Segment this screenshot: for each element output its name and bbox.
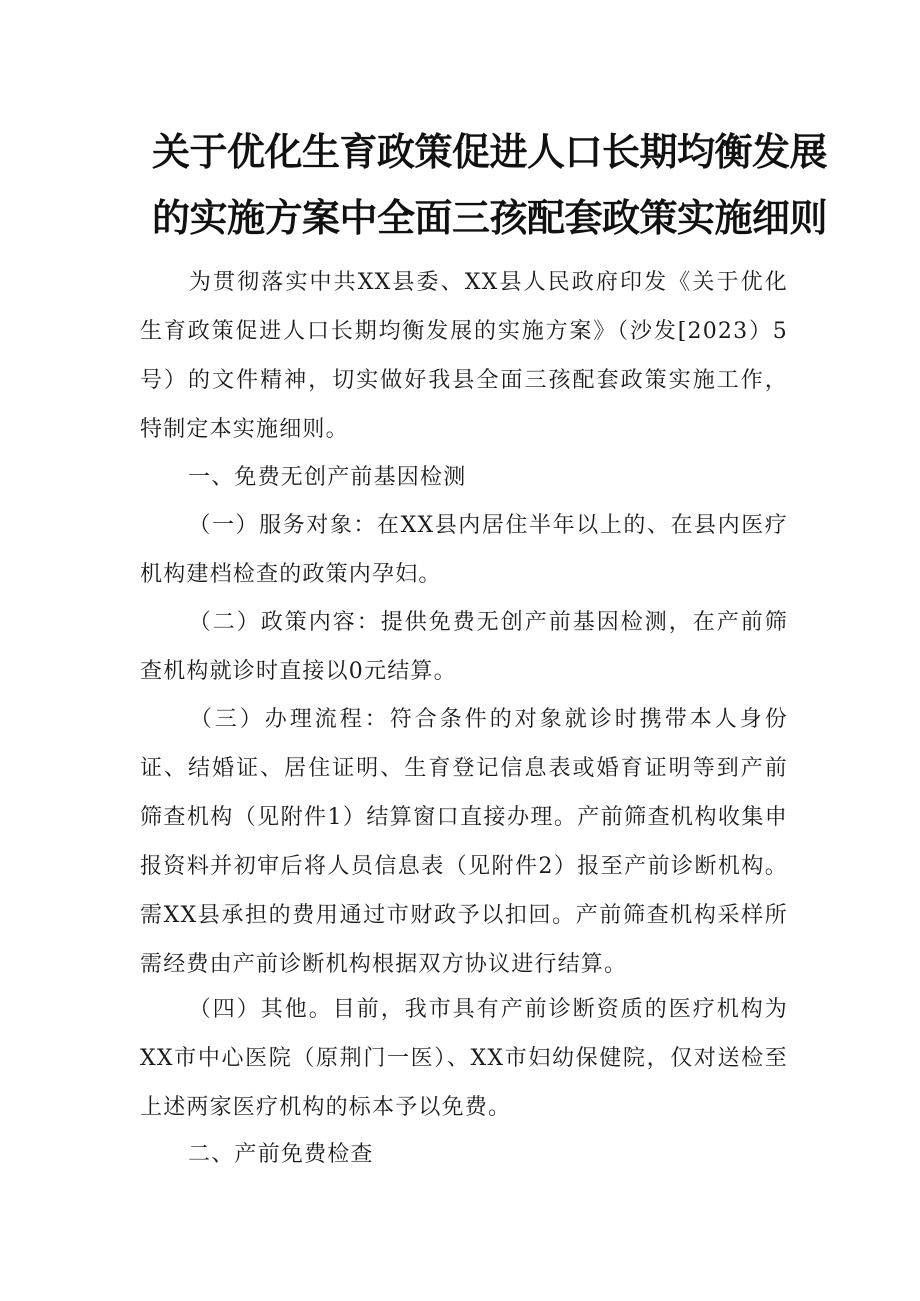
section-1-item-1-text: （一）服务对象：在XX县内居住半年以上的、在县内医疗机构建档检查的政策内孕妇。 (140, 513, 788, 587)
section-1-item-3-text: （三）办理流程：符合条件的对象就诊时携带本人身份证、结婚证、居住证明、生育登记信息表或婚育证明等到产前筛查机构（见附件1）结算窗口直接办理。产前筛查机构收集申报资料并初审后将人员信息表（见附件2）报至产前诊断机构。需XX县承担的费用通过市财政予以扣回。产前筛查机构采样所需经费由产前诊断机构根据双方协议进行结算。 (140, 707, 788, 977)
document-title-line-1: 关于优化生育政策促进人口长期均衡发展 (152, 130, 828, 174)
intro-text: 为贯彻落实中共XX县委、XX县人民政府印发《关于优化生育政策促进人口长期均衡发展的实施方案》（沙发[2023）5号）的文件精神，切实做好我县全面三孩配套政策实施工作，特制定本实施细则。 (140, 270, 788, 442)
section-2-heading: 二、产前免费检查 (188, 1142, 374, 1167)
intro-paragraph (140, 258, 788, 454)
section-1-item-4 (140, 985, 788, 1132)
section-1-item-4-text: （四）其他。目前，我市具有产前诊断资质的医疗机构为XX市中心医院（原荆门一医）、XX市妇幼保健院，仅对送检至上述两家医疗机构的标本予以免费。 (140, 997, 788, 1120)
section-1-item-3 (140, 695, 788, 989)
document-title-line-2: 的实施方案中全面三孩配套政策实施细则 (152, 196, 828, 240)
section-1-heading: 一、免费无创产前基因检测 (188, 465, 467, 490)
section-1-item-2-text: （二）政策内容：提供免费无创产前基因检测，在产前筛查机构就诊时直接以0元结算。 (140, 610, 788, 684)
section-1-item-1 (140, 501, 788, 599)
section-1-item-2 (140, 598, 788, 696)
